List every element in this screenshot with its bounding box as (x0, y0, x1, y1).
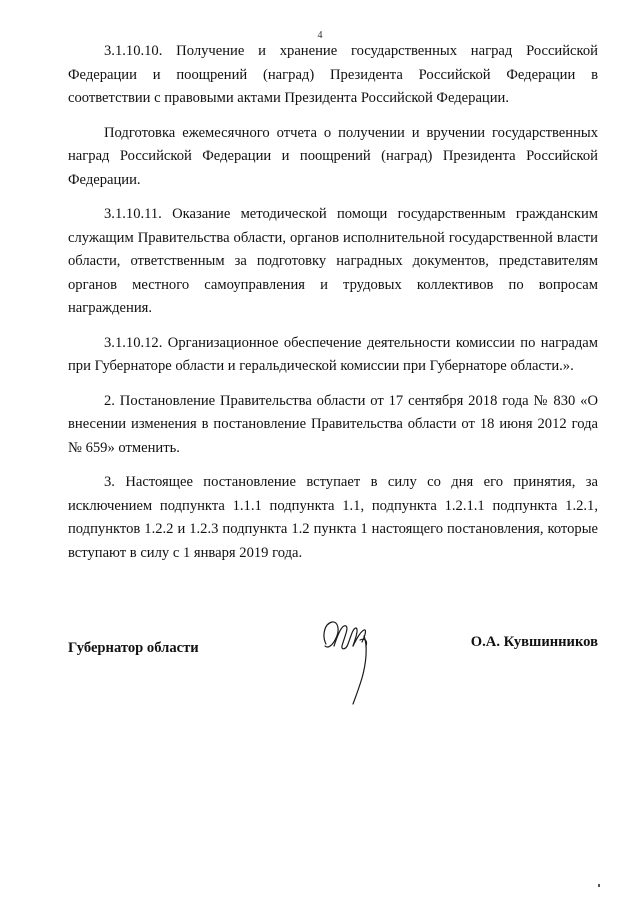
page-number: 4 (317, 30, 323, 41)
paragraph-item-3: 3. Настоящее постановление вступает в силу со дня его принятия, за исключением подпункта 1.1.1 подпункта 1.1, подпункта 1.2.1.1 подпункта 1.2.1, подпунктов 1.2.2 и 1.2.3 подпункта 1.2 пункта 1 настоящего постановления, которые вступают в силу с 1 января 2019 года. (68, 474, 598, 561)
paragraph-3-1-10-10: 3.1.10.10. Получение и хранение государственных наград Российской Федерации и поощрений (наград) Президента Российской Федерации в соответствии с правовыми актами Президента Российской Федерации. (68, 43, 598, 106)
paragraph-3-1-10-11: 3.1.10.11. Оказание методической помощи государственным гражданским служащим Правительства области, органов исполнительной государственной власти области, ответственным за подготовку наградных документов, представителям органов местного самоуправления и трудовых коллективов по вопросам награждения. (68, 206, 598, 316)
scan-speck (598, 884, 600, 887)
signatory-name: О.А. Кувшинников (470, 634, 598, 650)
paragraph-monthly-report: Подготовка ежемесячного отчета о получении и вручении государственных наград Российской Федерации и поощрений (наград) Президента Российской Федерации. (68, 124, 598, 188)
signature-block (68, 628, 598, 718)
handwritten-signature (320, 616, 382, 708)
signatory-title: Губернатор области (68, 640, 199, 656)
paragraph-3-1-10-12: 3.1.10.12. Организационное обеспечение деятельности комиссии по наградам при Губернаторе области и геральдической комиссии при Губернаторе области.». (68, 334, 598, 374)
document-body (68, 40, 598, 576)
paragraph-item-2: 2. Постановление Правительства области от 17 сентября 2018 года № 830 «О внесении изменения в постановление Правительства области от 18 июня 2012 года № 659» отменить. (68, 392, 598, 456)
